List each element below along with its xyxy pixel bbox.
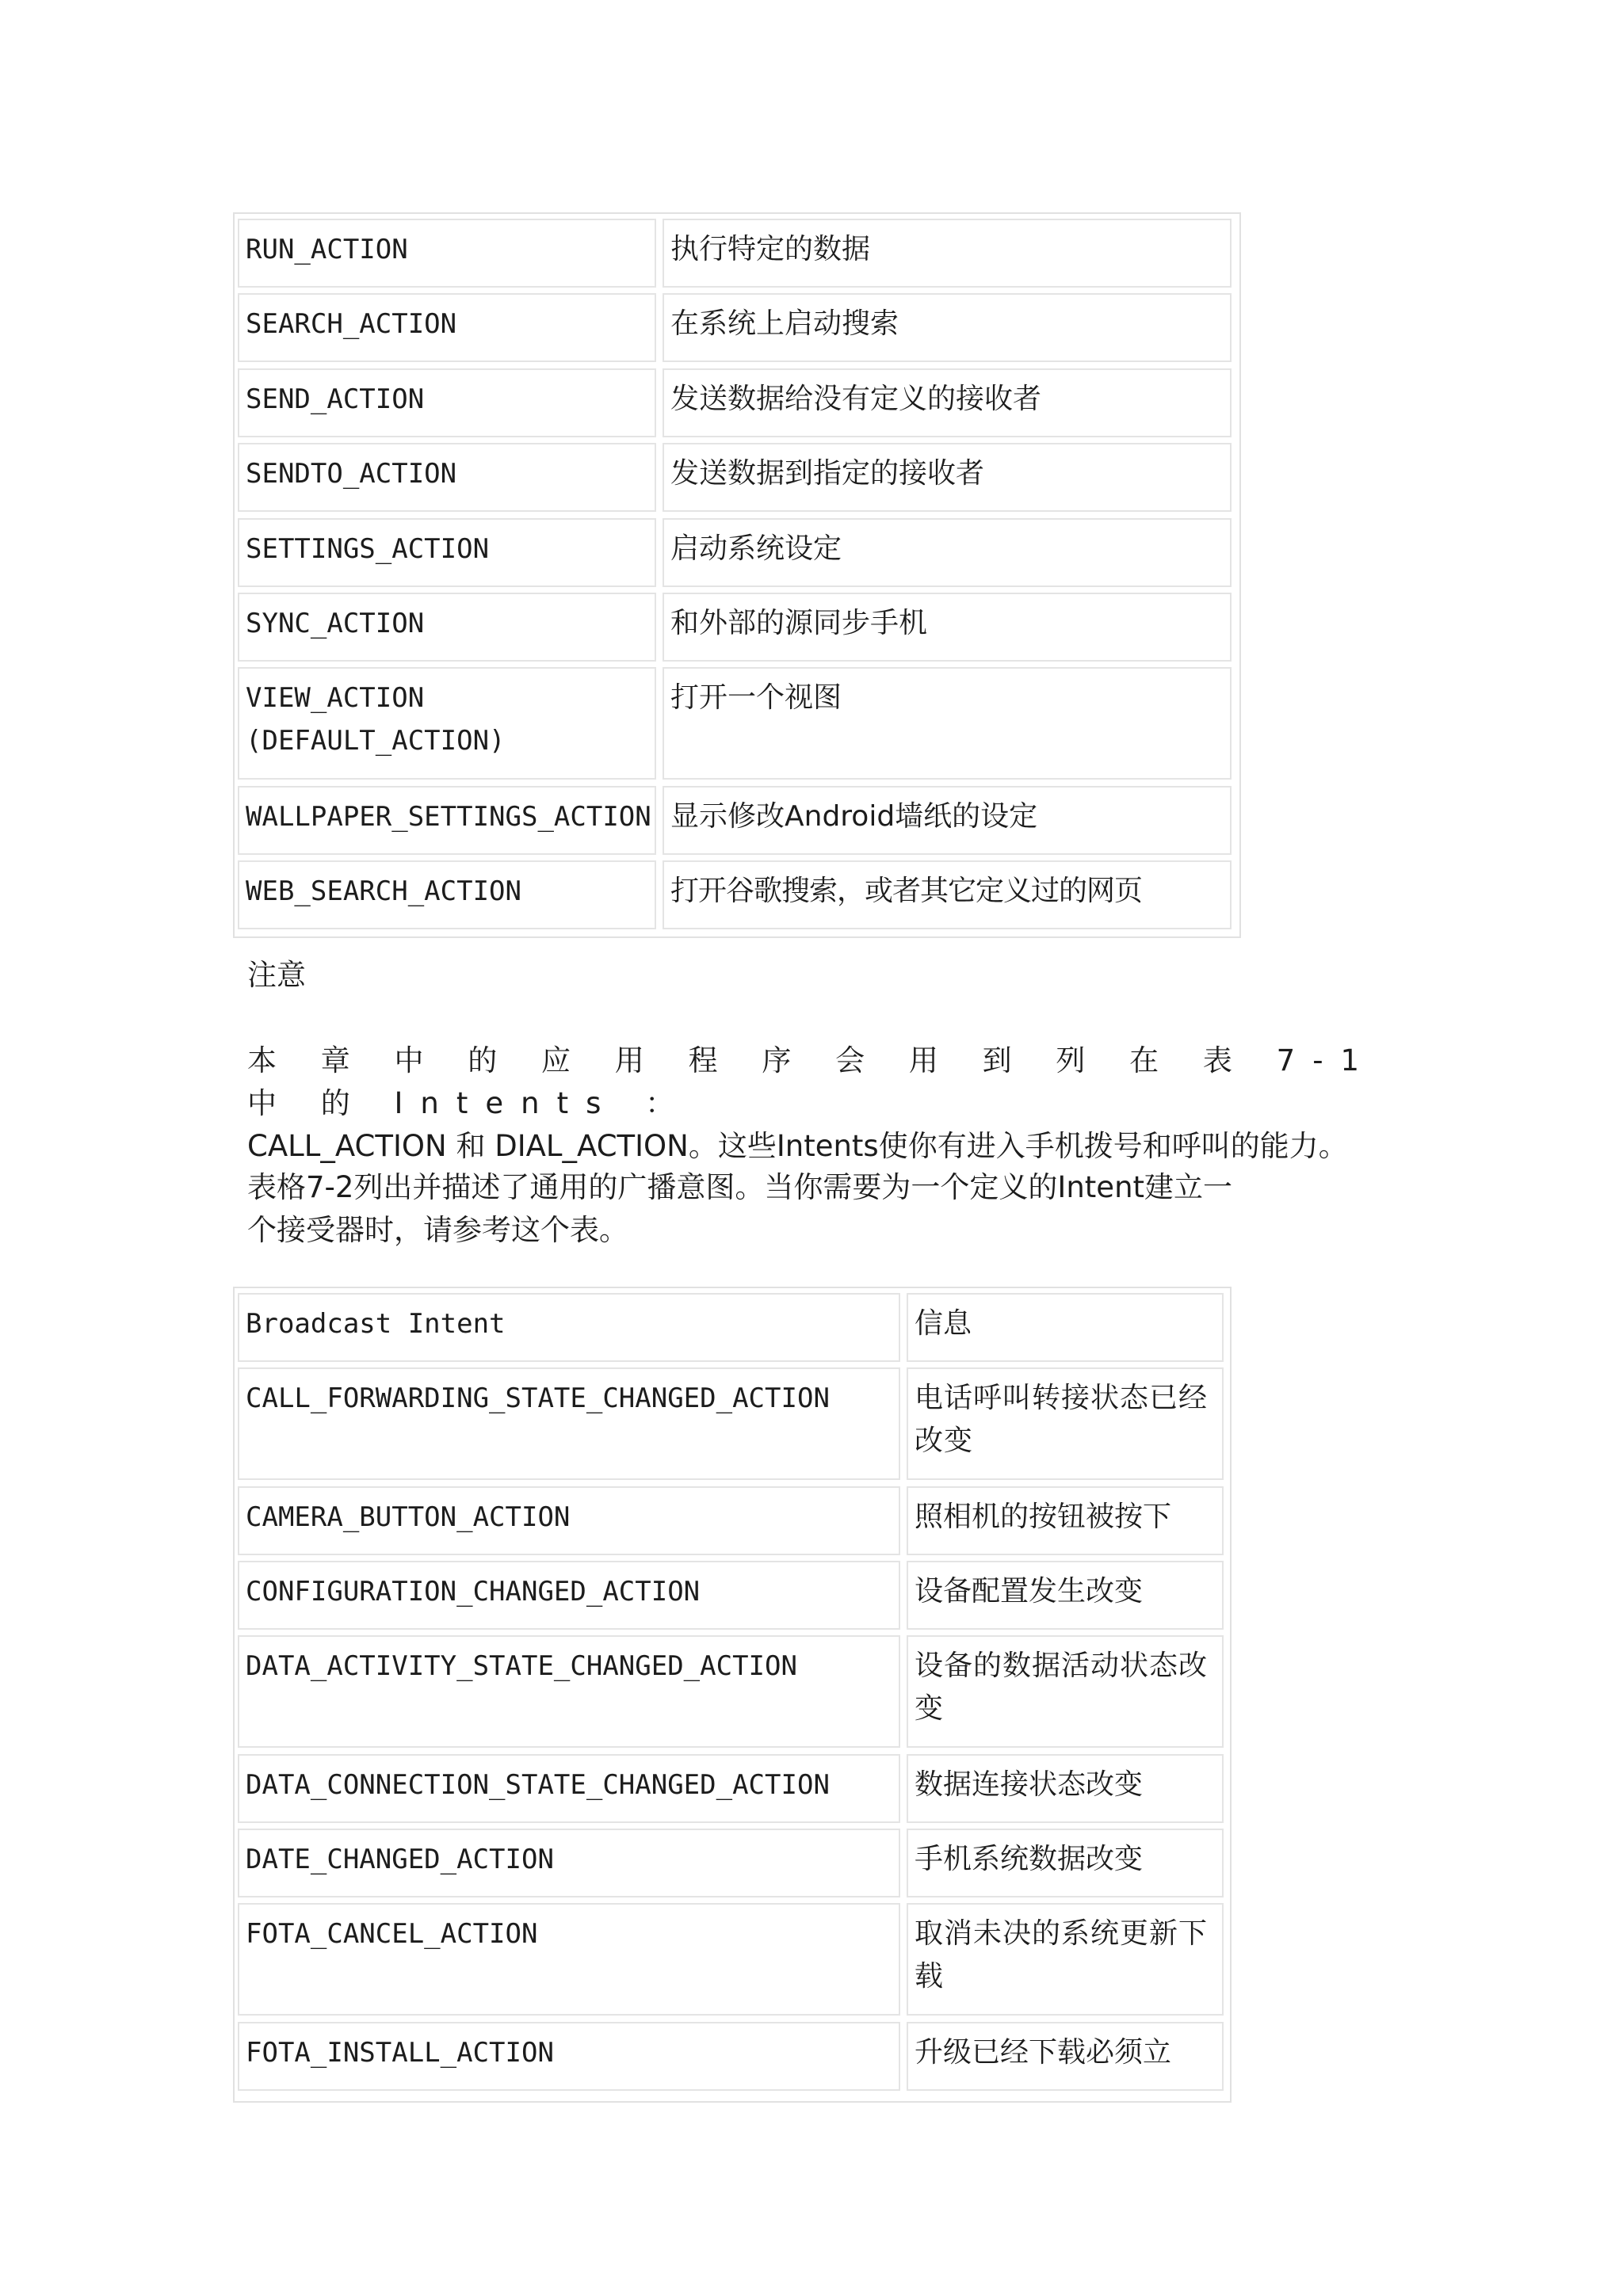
action-name-cell: SEND_ACTION [238,368,656,437]
intent-name-cell: DATA_ACTIVITY_STATE_CHANGED_ACTION [238,1635,900,1748]
table-header-row [235,1293,1230,1362]
table-row [235,1903,1230,2016]
paragraph-broadcast [247,1166,1420,1252]
action-desc-cell: 显示修改Android墙纸的设定 [663,786,1232,855]
intent-name-cell: FOTA_INSTALL_ACTION [238,2022,900,2091]
action-name-cell: RUN_ACTION [238,219,656,288]
action-desc-cell: 启动系统设定 [663,518,1232,587]
table-row [235,860,1239,929]
action-desc-cell: 打开谷歌搜索，或者其它定义过的网页 [663,860,1232,929]
table-row [235,2022,1230,2091]
table-row [235,219,1239,288]
intent-info-cell: 升级已经下载必须立 [907,2022,1224,2091]
table-row [235,1635,1230,1748]
action-desc-cell: 和外部的源同步手机 [663,593,1232,662]
intent-name-cell: FOTA_CANCEL_ACTION [238,1903,900,2016]
header-info-cell: 信息 [907,1293,1224,1362]
table-row [235,293,1239,362]
table-row [235,1754,1230,1823]
table-row [235,667,1239,780]
intent-info-cell: 设备配置发生改变 [907,1561,1224,1630]
table-row [235,1367,1230,1480]
action-name-cell: VIEW_ACTION (DEFAULT_ACTION) [238,667,656,780]
action-name-cell: WALLPAPER_SETTINGS_ACTION [238,786,656,855]
action-desc-cell: 发送数据给没有定义的接收者 [663,368,1232,437]
action-desc-cell: 发送数据到指定的接收者 [663,443,1232,512]
action-name-cell: SENDTO_ACTION [238,443,656,512]
broadcast-intents-table [233,1287,1232,2103]
actions-table [233,212,1241,938]
table-row [235,368,1239,437]
paragraph-intents [247,1039,1420,1168]
intent-info-cell: 取消未决的系统更新下载 [907,1903,1224,2016]
table-row [235,593,1239,662]
table-row [235,518,1239,587]
intent-name-cell: CAMERA_BUTTON_ACTION [238,1486,900,1555]
paragraph-line: 本 章 中 的 应 用 程 序 会 用 到 列 在 表 7-1 中 的 Intents ： [247,1043,1377,1120]
action-name-cell: WEB_SEARCH_ACTION [238,860,656,929]
table-row [235,1561,1230,1630]
paragraph-line: 表格7-2列出并描述了通用的广播意图。当你需要为一个定义的Intent建立一 [247,1170,1233,1204]
table-row [235,443,1239,512]
paragraph-line: 个接受器时，请参考这个表。 [247,1213,628,1247]
intent-info-cell: 照相机的按钮被按下 [907,1486,1224,1555]
intent-info-cell: 电话呼叫转接状态已经改变 [907,1367,1224,1480]
action-name-cell: SEARCH_ACTION [238,293,656,362]
table-row [235,1829,1230,1897]
paragraph-line: CALL_ACTION 和 DIAL_ACTION。这些Intents使你有进入手机拨号和呼叫的能力。 [247,1129,1348,1163]
intent-info-cell: 手机系统数据改变 [907,1829,1224,1897]
action-name-cell: SETTINGS_ACTION [238,518,656,587]
intent-info-cell: 设备的数据活动状态改变 [907,1635,1224,1748]
intent-name-cell: CONFIGURATION_CHANGED_ACTION [238,1561,900,1630]
action-name-cell: SYNC_ACTION [238,593,656,662]
header-intent-cell: Broadcast Intent [238,1293,900,1362]
action-desc-cell: 打开一个视图 [663,667,1232,780]
table-row [235,1486,1230,1555]
action-desc-cell: 执行特定的数据 [663,219,1232,288]
action-desc-cell: 在系统上启动搜索 [663,293,1232,362]
note-heading: 注意 [247,958,306,992]
table-row [235,786,1239,855]
intent-info-cell: 数据连接状态改变 [907,1754,1224,1823]
intent-name-cell: DATA_CONNECTION_STATE_CHANGED_ACTION [238,1754,900,1823]
intent-name-cell: DATE_CHANGED_ACTION [238,1829,900,1897]
intent-name-cell: CALL_FORWARDING_STATE_CHANGED_ACTION [238,1367,900,1480]
